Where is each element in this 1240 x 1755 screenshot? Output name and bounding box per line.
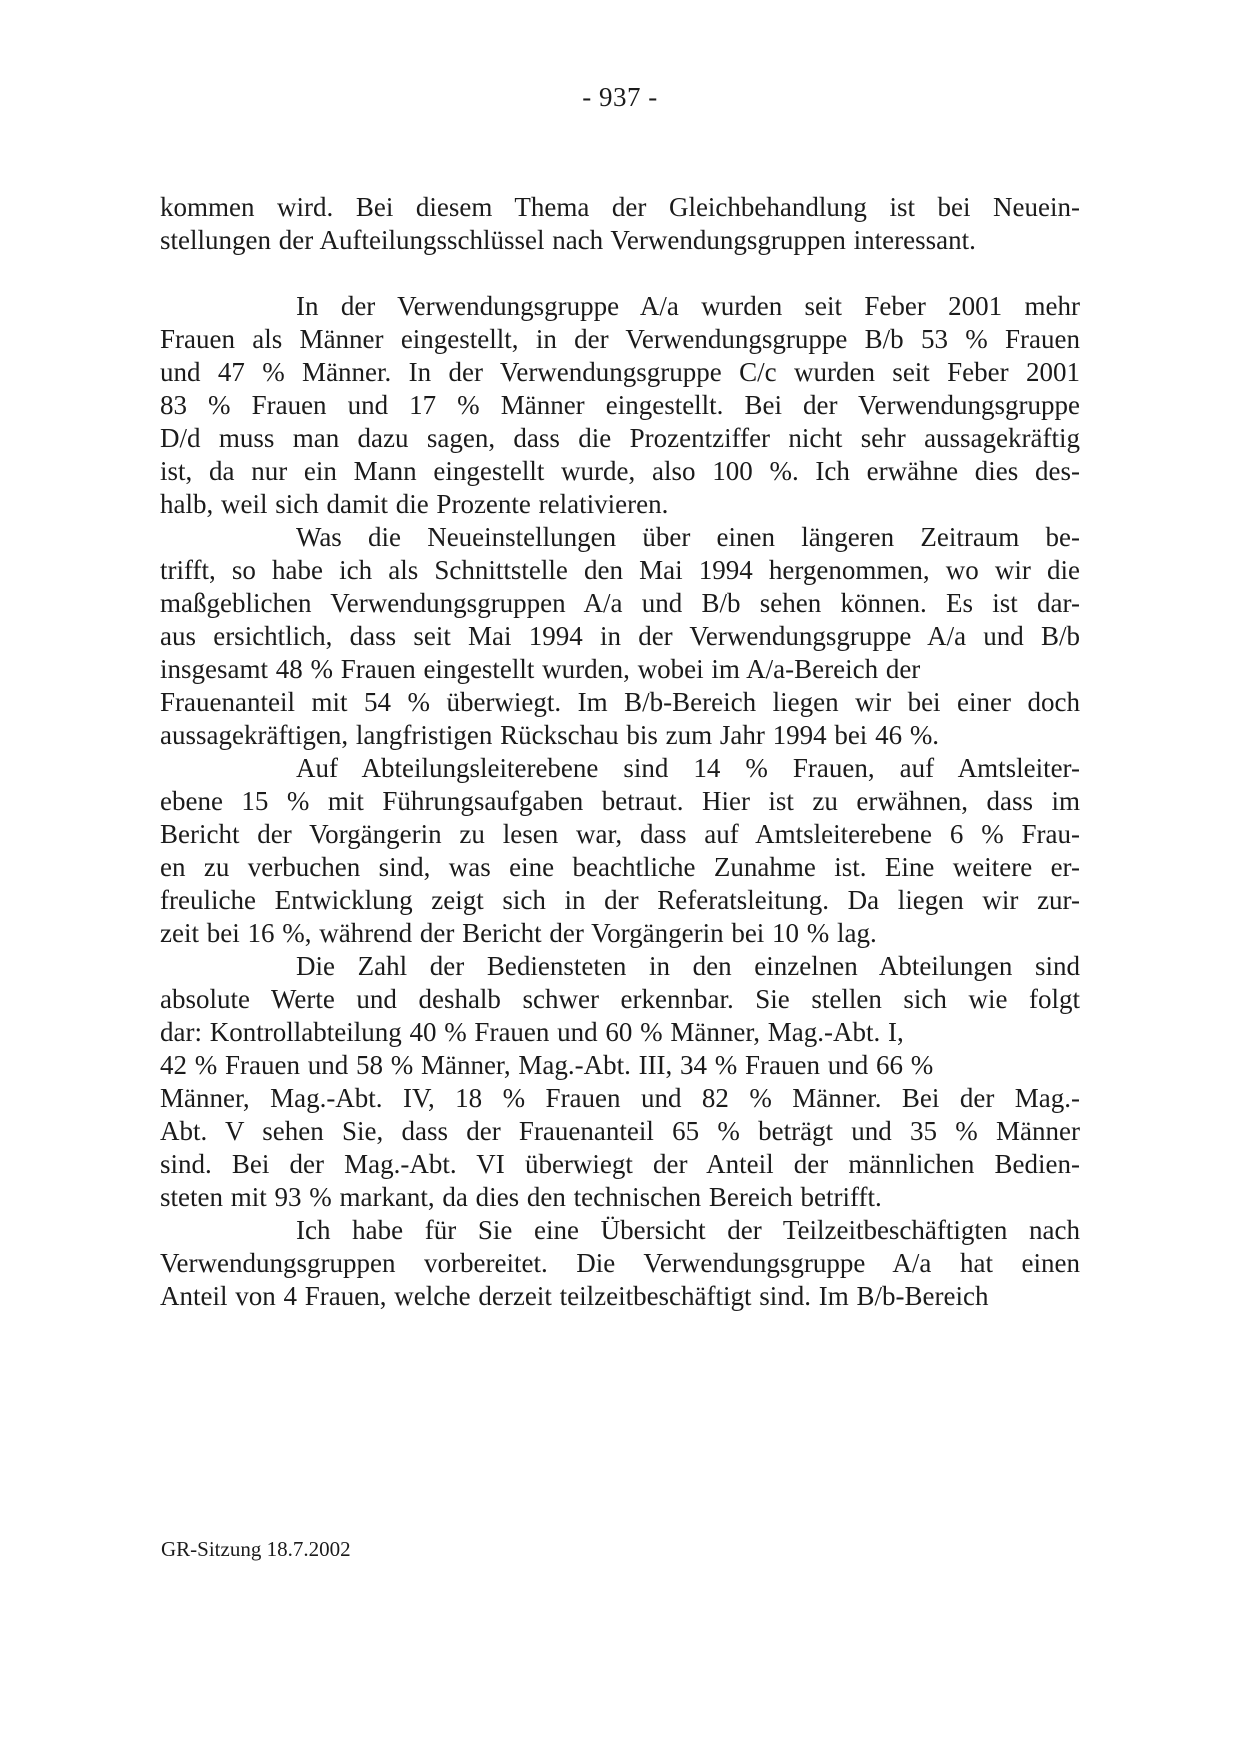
text-line: Frauen als Männer eingestellt, in der Verwendungsgruppe B/b 53 % Frauen <box>160 324 1080 354</box>
paragraph <box>160 1214 1080 1313</box>
paragraph <box>160 191 1080 257</box>
text-line: absolute Werte und deshalb schwer erkennbar. Sie stellen sich wie folgt <box>160 984 1080 1014</box>
text-line: dar: Kontrollabteilung 40 % Frauen und 60 % Männer, Mag.-Abt. I, <box>160 1017 904 1047</box>
text-line: Männer, Mag.-Abt. IV, 18 % Frauen und 82 % Männer. Bei der Mag.- <box>160 1083 1080 1113</box>
paragraph <box>160 290 1080 521</box>
text-line: 42 % Frauen und 58 % Männer, Mag.-Abt. III, 34 % Frauen und 66 % <box>160 1050 934 1080</box>
paragraph <box>160 752 1080 950</box>
text-line: 83 % Frauen und 17 % Männer eingestellt. Bei der Verwendungsgruppe <box>160 390 1080 420</box>
paragraph <box>160 521 1080 752</box>
text-line: zeit bei 16 %, während der Bericht der Vorgängerin bei 10 % lag. <box>160 918 877 948</box>
text-line: Bericht der Vorgängerin zu lesen war, dass auf Amtsleiterebene 6 % Frau- <box>160 819 1080 849</box>
footer-note: GR-Sitzung 18.7.2002 <box>161 1537 351 1561</box>
text-line: trifft, so habe ich als Schnittstelle den Mai 1994 hergenommen, wo wir die <box>160 555 1080 585</box>
text-line: stellungen der Aufteilungsschlüssel nach Verwendungsgruppen interessant. <box>160 225 976 255</box>
text-line: en zu verbuchen sind, was eine beachtliche Zunahme ist. Eine weitere er- <box>160 852 1080 882</box>
text-line: D/d muss man dazu sagen, dass die Prozentziffer nicht sehr aussagekräftig <box>160 423 1080 453</box>
text-line: In der Verwendungsgruppe A/a wurden seit Feber 2001 mehr <box>296 291 1080 321</box>
page-number: - 937 - <box>582 82 658 112</box>
paragraph <box>160 950 1080 1214</box>
text-line: sind. Bei der Mag.-Abt. VI überwiegt der Anteil der männlichen Bedien- <box>160 1149 1080 1179</box>
text-line: Ich habe für Sie eine Übersicht der Teilzeitbeschäftigten nach <box>296 1215 1080 1245</box>
text-line: Was die Neueinstellungen über einen längeren Zeitraum be- <box>296 522 1080 552</box>
text-line: Verwendungsgruppen vorbereitet. Die Verwendungsgruppe A/a hat einen <box>160 1248 1080 1278</box>
text-line: Abt. V sehen Sie, dass der Frauenanteil 65 % beträgt und 35 % Männer <box>160 1116 1080 1146</box>
text-line: ist, da nur ein Mann eingestellt wurde, also 100 %. Ich erwähne dies des- <box>160 456 1080 486</box>
text-line: halb, weil sich damit die Prozente relativieren. <box>160 489 669 519</box>
text-line: insgesamt 48 % Frauen eingestellt wurden, wobei im A/a-Bereich der <box>160 654 921 684</box>
text-line: kommen wird. Bei diesem Thema der Gleichbehandlung ist bei Neuein- <box>160 192 1080 222</box>
text-line: Anteil von 4 Frauen, welche derzeit teilzeitbeschäftigt sind. Im B/b-Bereich <box>160 1281 989 1311</box>
text-line: freuliche Entwicklung zeigt sich in der Referatsleitung. Da liegen wir zur- <box>160 885 1080 915</box>
text-line: steten mit 93 % markant, da dies den technischen Bereich betrifft. <box>160 1182 882 1212</box>
document-body <box>160 191 1080 1313</box>
text-line: Auf Abteilungsleiterebene sind 14 % Frauen, auf Amtsleiter- <box>296 753 1080 783</box>
text-line: Frauenanteil mit 54 % überwiegt. Im B/b-Bereich liegen wir bei einer doch <box>160 687 1080 717</box>
text-line: aus ersichtlich, dass seit Mai 1994 in der Verwendungsgruppe A/a und B/b <box>160 621 1080 651</box>
text-line: maßgeblichen Verwendungsgruppen A/a und B/b sehen können. Es ist dar- <box>160 588 1080 618</box>
text-line: aussagekräftigen, langfristigen Rückschau bis zum Jahr 1994 bei 46 %. <box>160 720 940 750</box>
text-line: und 47 % Männer. In der Verwendungsgruppe C/c wurden seit Feber 2001 <box>160 357 1080 387</box>
text-line: ebene 15 % mit Führungsaufgaben betraut. Hier ist zu erwähnen, dass im <box>160 786 1080 816</box>
text-line: Die Zahl der Bediensteten in den einzelnen Abteilungen sind <box>296 951 1080 981</box>
